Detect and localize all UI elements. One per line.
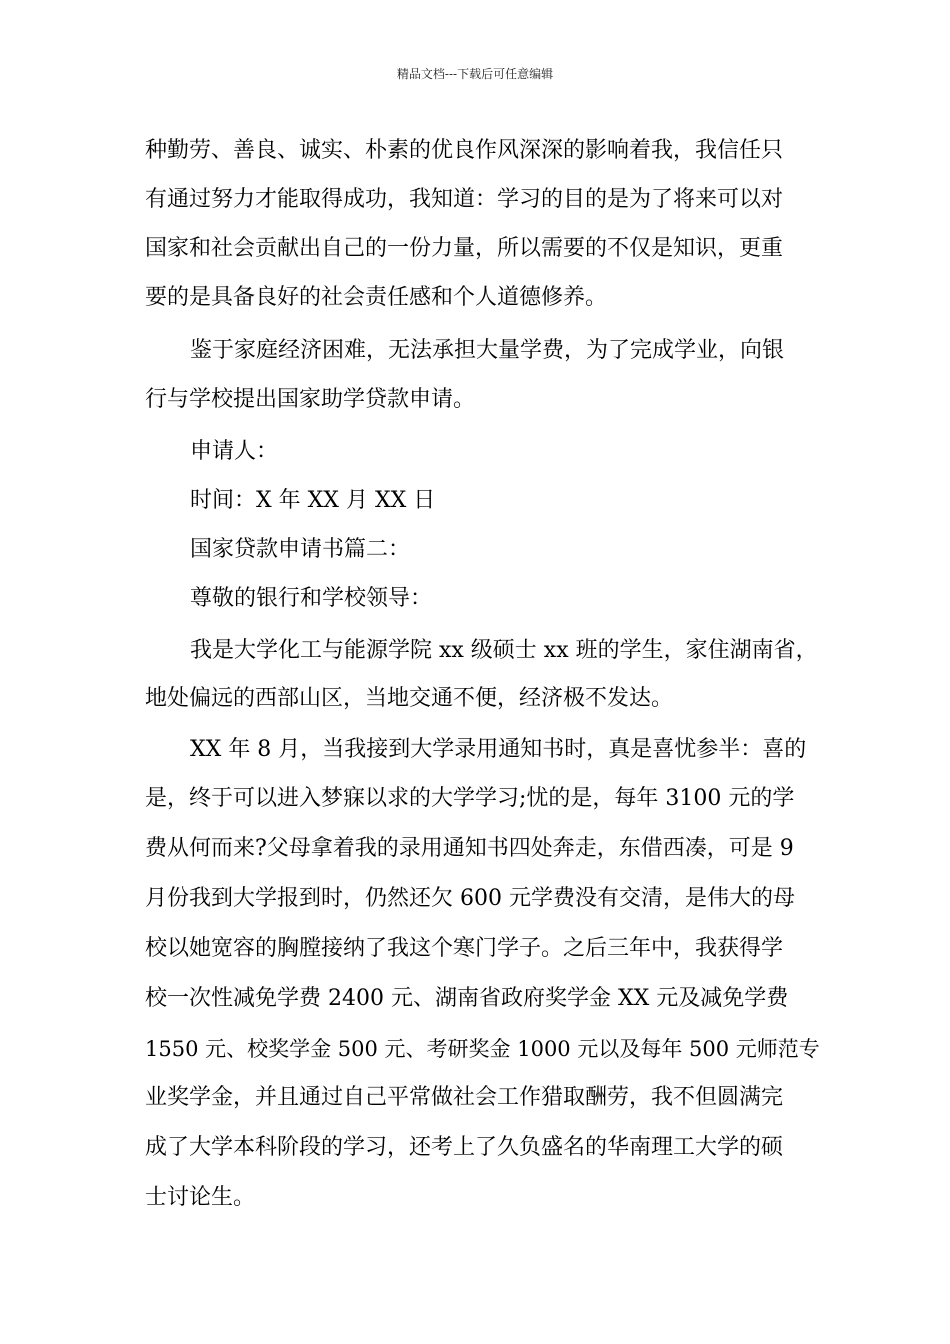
paragraph-line: 是，终于可以进入梦寐以求的大学学习;忧的是，每年 3100 元的学 <box>145 786 795 811</box>
date-line: 时间：X 年 XX 月 XX 日 <box>190 488 436 513</box>
paragraph-line: 校以她宽容的胸膛接纳了我这个寒门学子。之后三年中，我获得学 <box>145 936 784 961</box>
salutation-line: 尊敬的银行和学校领导： <box>190 586 433 611</box>
section-title: 国家贷款申请书篇二： <box>190 537 411 562</box>
paragraph-line: 种勤劳、善良、诚实、朴素的优良作风深深的影响着我，我信任只 <box>145 138 784 163</box>
paragraph-line: 地处偏远的西部山区，当地交通不便，经济极不发达。 <box>145 686 674 711</box>
paragraph-line: 鉴于家庭经济困难，无法承担大量学费，为了完成学业，向银 <box>190 338 785 363</box>
paragraph-line: 成了大学本科阶段的学习，还考上了久负盛名的华南理工大学的硕 <box>145 1135 784 1160</box>
paragraph-line: 行与学校提出国家助学贷款申请。 <box>145 387 476 412</box>
paragraph-line: 我是大学化工与能源学院 xx 级硕士 xx 班的学生，家住湖南省， <box>190 638 818 663</box>
paragraph-line: 有通过努力才能取得成功，我知道：学习的目的是为了将来可以对 <box>145 187 784 212</box>
applicant-line: 申请人： <box>190 439 279 464</box>
paragraph-line: 月份我到大学报到时，仍然还欠 600 元学费没有交清，是伟大的母 <box>145 886 795 911</box>
paragraph-line: 费从何而来?父母拿着我的录用通知书四处奔走，东借西凑，可是 9 <box>145 836 794 861</box>
page-header: 精品文档---下载后可任意编辑 <box>396 67 554 81</box>
paragraph-line: 1550 元、校奖学金 500 元、考研奖金 1000 元以及每年 500 元师范专 <box>145 1037 820 1061</box>
paragraph-line: XX 年 8 月，当我接到大学录用通知书时，真是喜忧参半：喜的 <box>190 737 807 762</box>
paragraph-line: 校一次性减免学费 2400 元、湖南省政府奖学金 XX 元及减免学费 <box>145 986 789 1011</box>
paragraph-line: 国家和社会贡献出自己的一份力量，所以需要的不仅是知识，更重 <box>145 236 784 261</box>
paragraph-line: 要的是具备良好的社会责任感和个人道德修养。 <box>145 285 608 310</box>
paragraph-line: 业奖学金，并且通过自己平常做社会工作猎取酬劳，我不但圆满完 <box>145 1085 784 1110</box>
paragraph-line: 士讨论生。 <box>145 1185 256 1210</box>
